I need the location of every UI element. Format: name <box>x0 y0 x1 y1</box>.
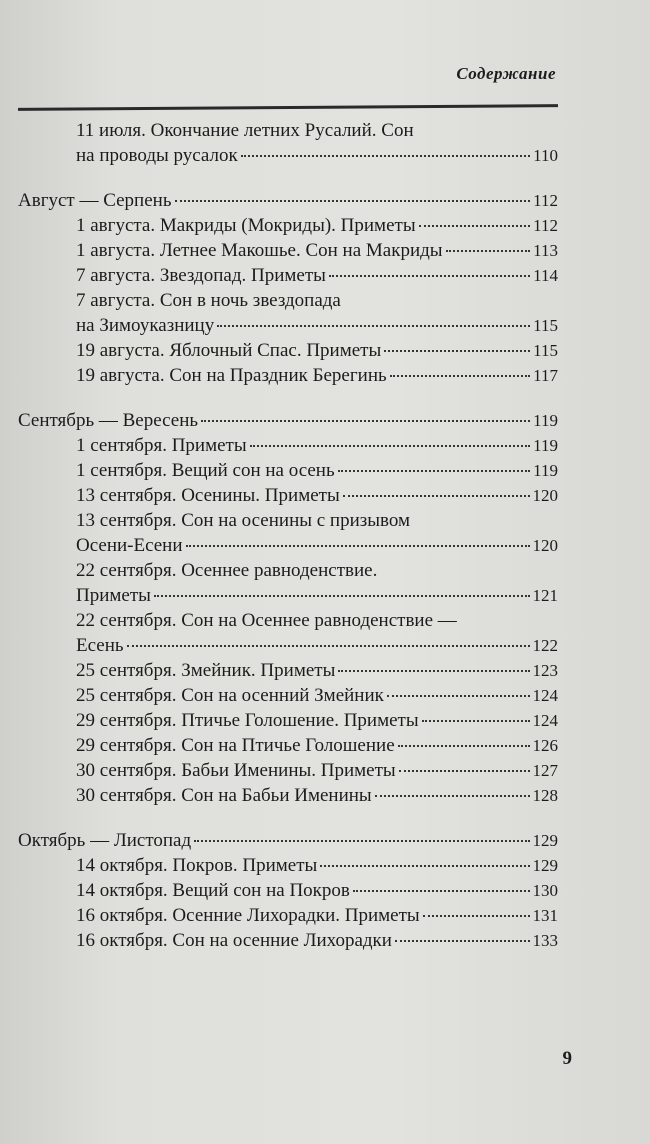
toc-entry[interactable] <box>18 708 558 733</box>
toc-entry-text: 25 сентября. Змейник. Приметы <box>76 660 336 681</box>
toc-entry-text: 16 октября. Осенние Лихорадки. Приметы <box>76 905 420 926</box>
toc-entry-text: 1 сентября. Вещий сон на осень <box>76 460 335 481</box>
toc-entry-text: Август — Серпень <box>18 190 172 211</box>
toc-page-number: 124 <box>532 686 558 705</box>
dot-leader <box>390 375 530 377</box>
toc-page-number: 117 <box>533 366 558 385</box>
toc-page-number: 123 <box>532 661 558 680</box>
toc-entry-text: 13 сентября. Осенины. Приметы <box>76 485 340 506</box>
toc-page-number: 112 <box>533 216 558 235</box>
toc-entry[interactable] <box>18 558 558 583</box>
toc-entry-text: 19 августа. Яблочный Спас. Приметы <box>76 340 382 361</box>
toc-entry-text: 30 сентября. Бабьи Именины. Приметы <box>76 760 396 781</box>
toc-page-number: 129 <box>532 856 558 875</box>
toc-entry[interactable] <box>18 608 558 633</box>
dot-leader <box>250 445 530 447</box>
toc-entry[interactable] <box>18 118 558 143</box>
dot-leader <box>375 795 530 797</box>
toc-section-heading[interactable] <box>18 188 558 213</box>
dot-leader <box>320 865 529 867</box>
toc-entry-text: 19 августа. Сон на Праздник Берегинь <box>76 365 387 386</box>
toc-entry-text: Октябрь — Листопад <box>18 830 192 851</box>
toc-entry[interactable] <box>18 903 558 928</box>
toc-page-number: 119 <box>533 411 558 430</box>
toc-page-number: 120 <box>532 536 558 555</box>
dot-leader <box>398 745 530 747</box>
toc-entry-text: Есень <box>76 635 124 656</box>
dot-leader <box>338 670 529 672</box>
dot-leader <box>423 915 530 917</box>
toc-entry[interactable] <box>18 458 558 483</box>
dot-leader <box>194 840 529 842</box>
toc-page-number: 126 <box>532 736 558 755</box>
dot-leader <box>399 770 530 772</box>
toc-entry-text: 7 августа. Звездопад. Приметы <box>76 265 326 286</box>
toc-entry-text: 11 июля. Окончание летних Русалий. Сон <box>76 120 414 141</box>
toc-entry-text: 16 октября. Сон на осенние Лихорадки <box>76 930 392 951</box>
toc-entry[interactable] <box>18 758 558 783</box>
toc-section-heading[interactable] <box>18 828 558 853</box>
toc-entry-text: 25 сентября. Сон на осенний Змейник <box>76 685 384 706</box>
dot-leader <box>186 545 530 547</box>
toc-entry[interactable] <box>18 483 558 508</box>
toc-entry-text: Приметы <box>76 585 151 606</box>
toc-entry[interactable] <box>18 683 558 708</box>
toc-page-number: 128 <box>532 786 558 805</box>
dot-leader <box>395 940 530 942</box>
toc-entry[interactable] <box>18 288 558 313</box>
toc-entry-text: 14 октября. Вещий сон на Покров <box>76 880 350 901</box>
toc-entry-text: на проводы русалок <box>76 145 238 166</box>
dot-leader <box>343 495 530 497</box>
toc-entry-text: 1 августа. Макриды (Мокриды). Приметы <box>76 215 416 236</box>
toc-page-number: 121 <box>532 586 558 605</box>
toc-entry-text: 14 октября. Покров. Приметы <box>76 855 318 876</box>
toc-entry-continuation[interactable] <box>18 633 558 658</box>
toc-page-number: 130 <box>532 881 558 900</box>
dot-leader <box>201 420 530 422</box>
toc-entry[interactable] <box>18 928 558 953</box>
section-gap <box>18 168 558 188</box>
toc-entry[interactable] <box>18 658 558 683</box>
dot-leader <box>329 275 530 277</box>
toc-page-number: 115 <box>533 341 558 360</box>
toc-page-number: 112 <box>533 191 558 210</box>
toc-entry-text: Сентябрь — Вересень <box>18 410 199 431</box>
toc-page-number: 124 <box>532 711 558 730</box>
toc-page-number: 120 <box>532 486 558 505</box>
toc-page-number: 113 <box>533 241 558 260</box>
toc-entry[interactable] <box>18 363 558 388</box>
dot-leader <box>127 645 530 647</box>
table-of-contents <box>18 118 558 953</box>
toc-entry[interactable] <box>18 263 558 288</box>
toc-page-number: 133 <box>532 931 558 950</box>
toc-entry-text: 29 сентября. Птичье Голошение. Приметы <box>76 710 419 731</box>
toc-page-number: 131 <box>532 906 558 925</box>
dot-leader <box>338 470 530 472</box>
toc-page-number: 119 <box>533 461 558 480</box>
toc-entry-continuation[interactable] <box>18 143 558 168</box>
dot-leader <box>217 325 530 327</box>
toc-entry-continuation[interactable] <box>18 533 558 558</box>
toc-page-number: 129 <box>532 831 558 850</box>
toc-entry[interactable] <box>18 433 558 458</box>
dot-leader <box>175 200 531 202</box>
toc-entry-text: 1 сентября. Приметы <box>76 435 247 456</box>
toc-entry-text: 22 сентября. Сон на Осеннее равноденствие — <box>76 610 457 631</box>
section-gap <box>18 808 558 828</box>
toc-page-number: 115 <box>533 316 558 335</box>
toc-entry[interactable] <box>18 238 558 263</box>
dot-leader <box>384 350 530 352</box>
toc-entry-text: 13 сентября. Сон на осенины с призывом <box>76 510 411 531</box>
dot-leader <box>241 155 530 157</box>
page-number: 9 <box>562 1048 572 1069</box>
header-rule <box>18 104 558 111</box>
toc-entry[interactable] <box>18 733 558 758</box>
dot-leader <box>154 595 530 597</box>
dot-leader <box>387 695 530 697</box>
section-gap <box>18 388 558 408</box>
running-head-title: Содержание <box>456 64 556 83</box>
toc-entry[interactable] <box>18 783 558 808</box>
toc-entry-continuation[interactable] <box>18 313 558 338</box>
toc-entry[interactable] <box>18 878 558 903</box>
toc-entry-text: 29 сентября. Сон на Птичье Голошение <box>76 735 395 756</box>
toc-section-heading[interactable] <box>18 408 558 433</box>
toc-entry-text: Осени-Есени <box>76 535 183 556</box>
dot-leader <box>446 250 531 252</box>
toc-page-number: 122 <box>532 636 558 655</box>
toc-entry-text: 30 сентября. Сон на Бабьи Именины <box>76 785 372 806</box>
toc-entry-text: на Зимоуказницу <box>76 315 215 336</box>
dot-leader <box>353 890 530 892</box>
dot-leader <box>419 225 531 227</box>
toc-page-number: 114 <box>533 266 558 285</box>
toc-page-number: 119 <box>533 436 558 455</box>
toc-entry-continuation[interactable] <box>18 583 558 608</box>
toc-entry[interactable] <box>18 853 558 878</box>
toc-page-number: 110 <box>533 146 558 165</box>
toc-entry[interactable] <box>18 338 558 363</box>
dot-leader <box>422 720 530 722</box>
toc-entry-text: 7 августа. Сон в ночь звездопада <box>76 290 341 311</box>
toc-entry[interactable] <box>18 508 558 533</box>
toc-entry-text: 22 сентября. Осеннее равноденствие. <box>76 560 378 581</box>
toc-entry[interactable] <box>18 213 558 238</box>
toc-page-number: 127 <box>532 761 558 780</box>
toc-entry-text: 1 августа. Летнее Макошье. Сон на Макриды <box>76 240 443 261</box>
